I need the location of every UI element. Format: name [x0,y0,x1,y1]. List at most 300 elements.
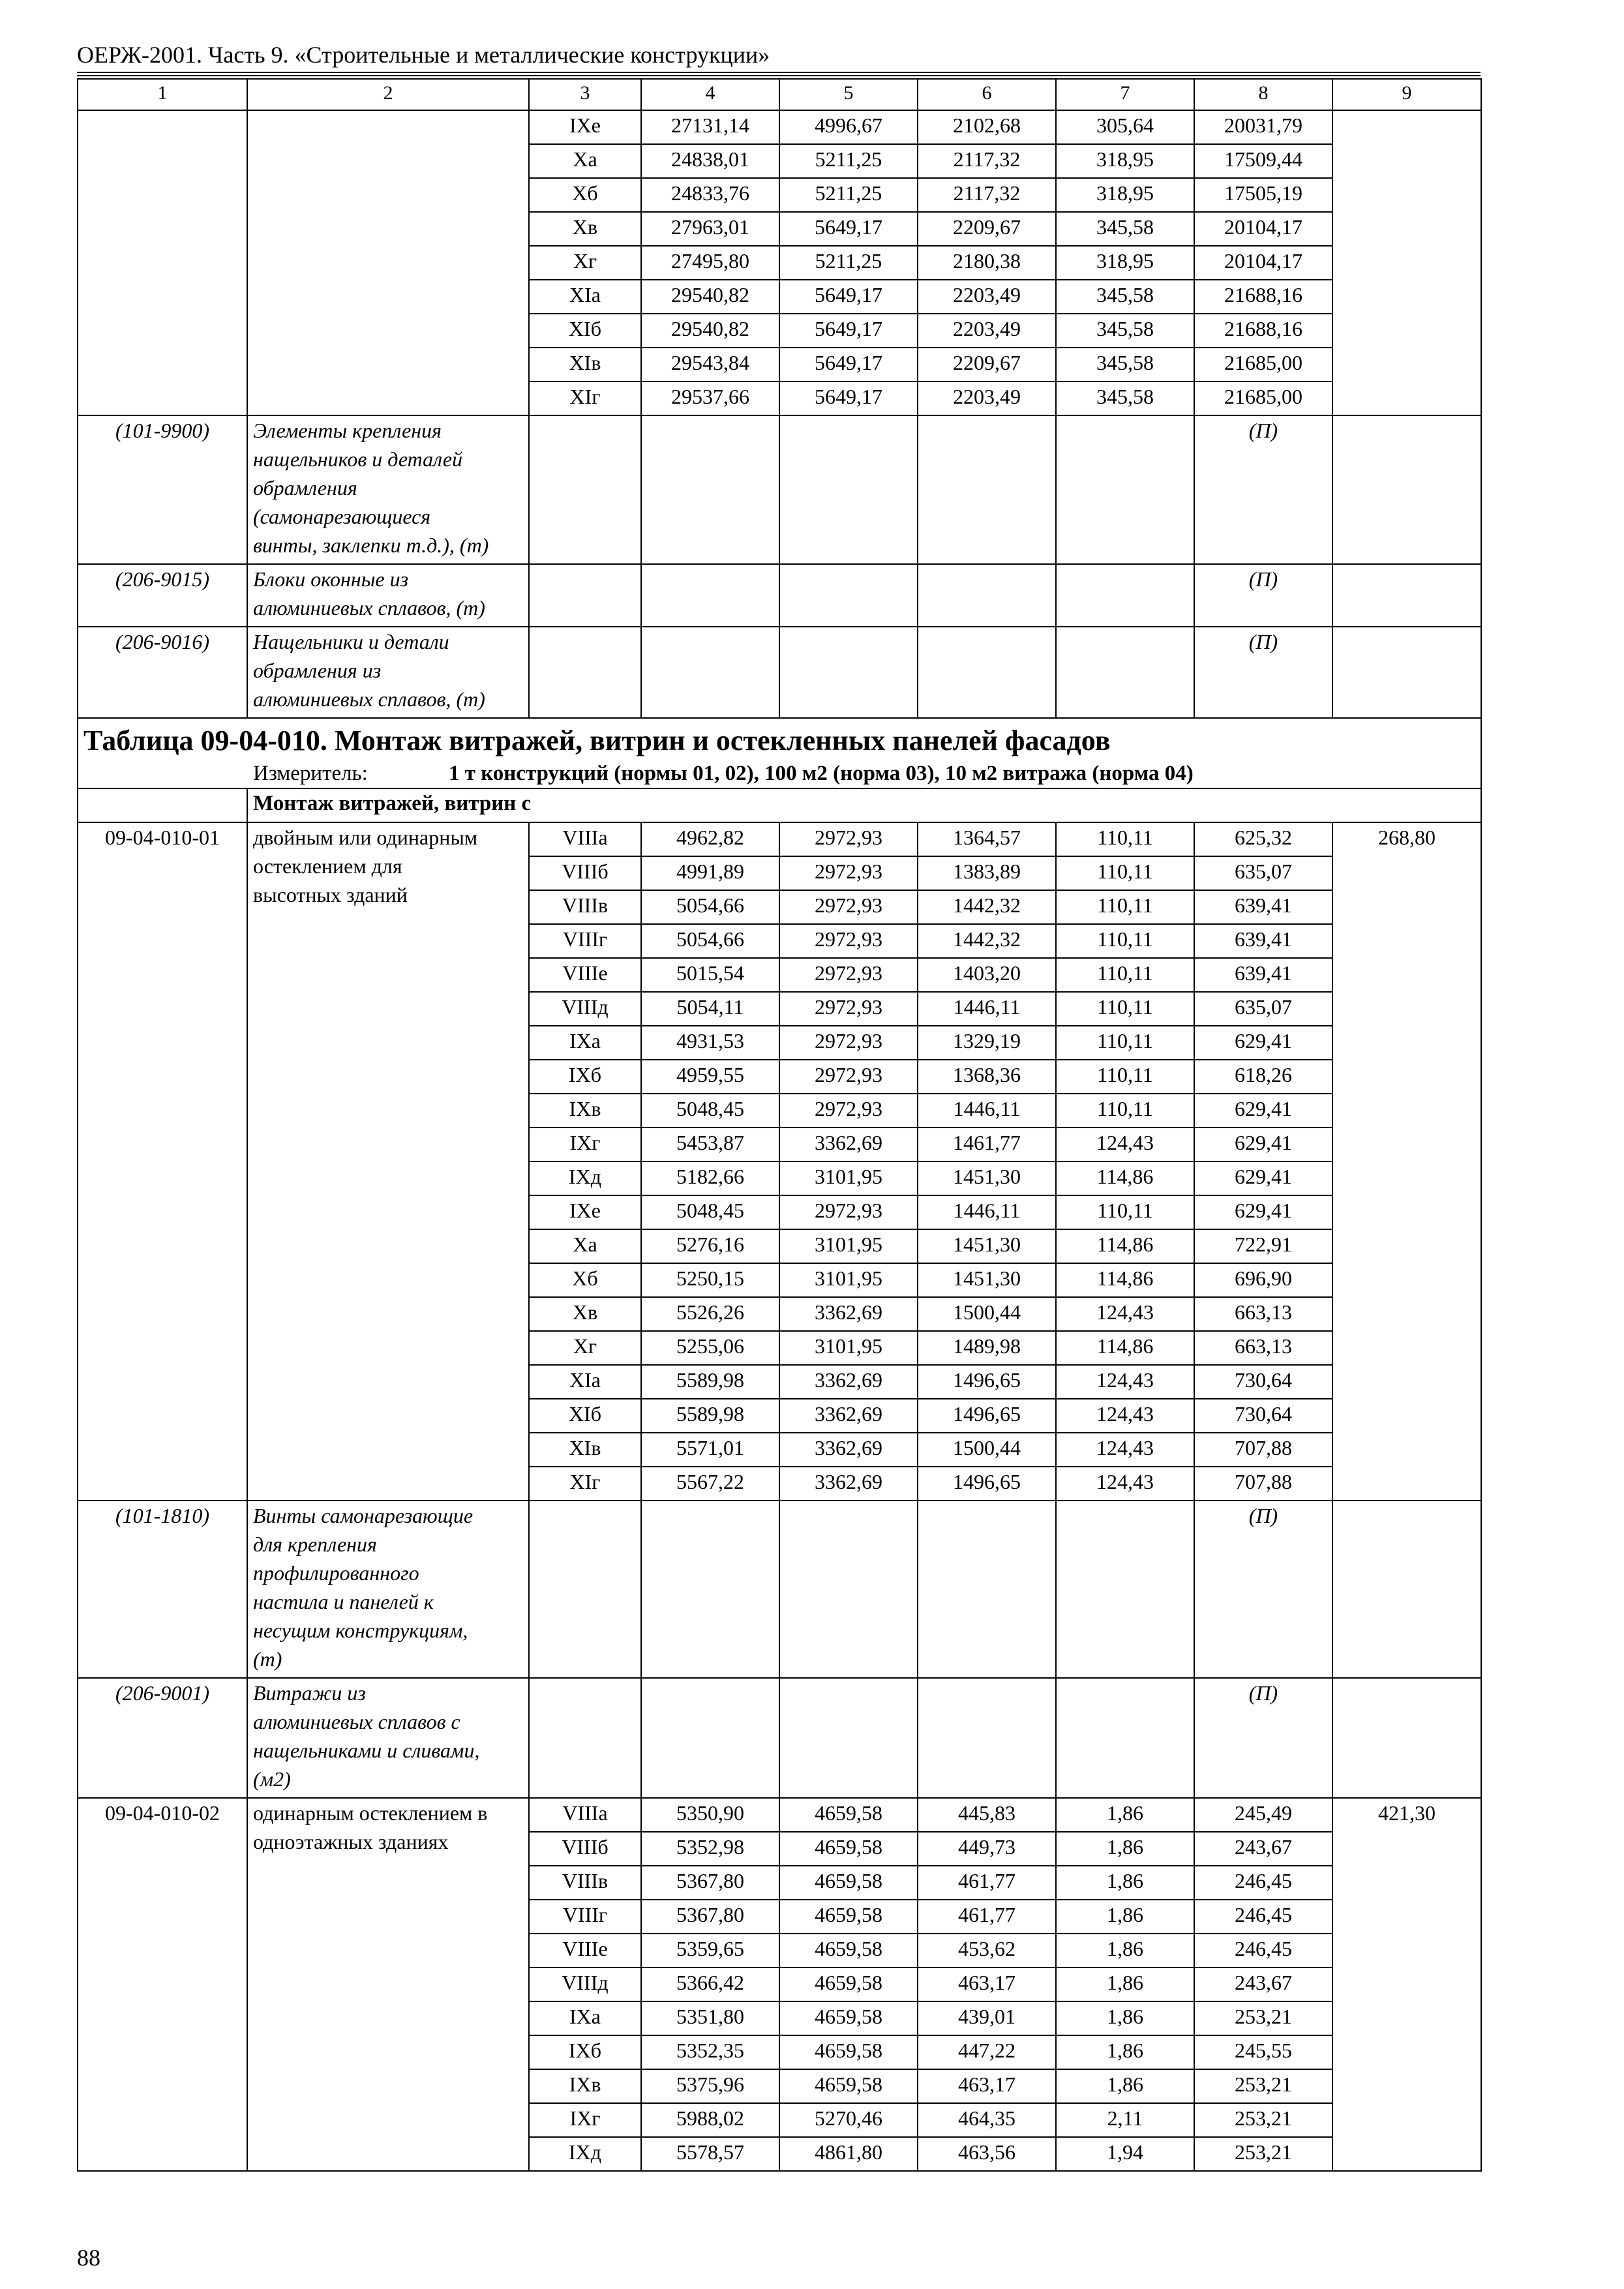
rate-cell: XIг [529,1467,641,1501]
rate-cell: 21685,00 [1194,348,1332,382]
rate-cell: 21688,16 [1194,280,1332,314]
col9-value: 268,80 [1332,822,1481,1501]
rate-cell: 5015,54 [641,958,779,992]
rate-cell: 1461,77 [918,1128,1056,1161]
rate-cell: 27131,14 [641,110,779,144]
rate-cell: VIIIа [529,822,641,856]
description-line: алюминиевых сплавов, (т) [253,687,485,711]
rate-cell: 639,41 [1194,958,1332,992]
material-mark: (П) [1194,1501,1332,1678]
material-row [78,627,1481,718]
rate-cell: 4659,58 [779,1967,918,2001]
description-line: настила и панелей к [253,1590,434,1613]
rate-cell: 461,77 [918,1866,1056,1900]
rate-cell: 1,86 [1056,1866,1194,1900]
empty-cell [918,1501,1056,1678]
rate-cell: 5367,80 [641,1866,779,1900]
rate-cell: 2972,93 [779,1026,918,1060]
rate-cell: 2209,67 [918,348,1056,382]
description-line: нащельников и деталей [253,447,463,471]
rate-cell: 5375,96 [641,2069,779,2103]
rate-cell: 2972,93 [779,958,918,992]
rate-cell: 2203,49 [918,314,1056,348]
rate-cell: 27963,01 [641,212,779,246]
rate-cell: 1442,32 [918,924,1056,958]
rate-cell: 253,21 [1194,2137,1332,2171]
rate-cell: 110,11 [1056,924,1194,958]
rate-cell: 5589,98 [641,1399,779,1433]
rate-cell: 3101,95 [779,1161,918,1195]
norm-description [247,1798,529,2171]
material-description [247,1501,529,1678]
rate-cell: XIб [529,314,641,348]
material-row [78,564,1481,627]
rate-cell: 3362,69 [779,1365,918,1399]
rate-cell: 4659,58 [779,1798,918,1832]
rate-cell: 243,67 [1194,1832,1332,1866]
empty-cell [78,110,247,415]
rate-cell: 318,95 [1056,178,1194,212]
rate-cell: 345,58 [1056,348,1194,382]
norm-code: 09-04-010-01 [78,822,247,1501]
rate-cell: 246,45 [1194,1934,1332,1967]
empty-cell [779,415,918,564]
rate-cell: IXа [529,1026,641,1060]
rate-cell: 5649,17 [779,280,918,314]
description-line: (м2) [253,1767,291,1791]
rate-cell: VIIIг [529,1900,641,1934]
rate-cell: XIб [529,1399,641,1433]
rate-cell: 114,86 [1056,1331,1194,1365]
material-code: (206-9001) [78,1678,247,1798]
description-line: несущим конструкциям, [253,1619,468,1642]
description-line: Элементы крепления [253,419,442,442]
rate-cell: 124,43 [1056,1467,1194,1501]
empty-cell [918,564,1056,627]
column-header: 8 [1194,79,1332,110]
empty-cell [1056,415,1194,564]
rate-cell: 1,86 [1056,1832,1194,1866]
rate-cell: 4861,80 [779,2137,918,2171]
rate-cell: 345,58 [1056,280,1194,314]
description-line: одноэтажных зданиях [253,1830,449,1853]
description-line: винты, заклепки т.д.), (т) [253,533,489,557]
rate-cell: 17505,19 [1194,178,1332,212]
rate-cell: 1,86 [1056,1900,1194,1934]
material-description [247,564,529,627]
rate-cell: 29540,82 [641,280,779,314]
rate-cell: IXд [529,2137,641,2171]
description-line: (т) [253,1647,282,1671]
empty-cell [529,415,641,564]
rate-cell: 2972,93 [779,1060,918,1094]
rate-cell: 5589,98 [641,1365,779,1399]
rate-cell: 1,86 [1056,1934,1194,1967]
norm-code: 09-04-010-02 [78,1798,247,2171]
rate-cell: IXг [529,1128,641,1161]
rate-cell: 345,58 [1056,382,1194,415]
rate-cell: 730,64 [1194,1365,1332,1399]
rate-cell: 3101,95 [779,1263,918,1297]
empty-cell [529,1678,641,1798]
rate-cell: 635,07 [1194,856,1332,890]
rate-cell: 2972,93 [779,822,918,856]
rate-cell: 2117,32 [918,144,1056,178]
rate-cell: 29540,82 [641,314,779,348]
rate-cell: IXе [529,1195,641,1229]
header-rule [77,72,1481,73]
rate-cell: 461,77 [918,1900,1056,1934]
material-row [78,415,1481,564]
rate-cell: 110,11 [1056,958,1194,992]
rate-cell: 5351,80 [641,2001,779,2035]
empty-cell [1056,1678,1194,1798]
description-line: остеклением для [253,854,402,878]
table-title-cell [78,718,1481,788]
rate-cell: 5988,02 [641,2103,779,2137]
rate-cell: 2972,93 [779,1195,918,1229]
rate-cell: XIа [529,1365,641,1399]
rate-cell: 1500,44 [918,1433,1056,1467]
rate-cell: 5048,45 [641,1195,779,1229]
rate-cell: 696,90 [1194,1263,1332,1297]
rate-cell: 318,95 [1056,246,1194,280]
rate-cell: 1383,89 [918,856,1056,890]
rate-cell: 21685,00 [1194,382,1332,415]
empty-cell [1332,627,1481,718]
rate-cell: 5054,66 [641,890,779,924]
rate-cell: VIIIв [529,1866,641,1900]
rate-cell: 114,86 [1056,1161,1194,1195]
rate-cell: 21688,16 [1194,314,1332,348]
column-header: 4 [641,79,779,110]
rate-cell: 5255,06 [641,1331,779,1365]
table-row [78,110,1481,144]
rate-cell: 20104,17 [1194,246,1332,280]
empty-cell [1332,415,1481,564]
rate-cell: Xа [529,1229,641,1263]
rate-cell: 5211,25 [779,246,918,280]
rate-cell: 1446,11 [918,1195,1056,1229]
description-line: Винты самонарезающие [253,1504,474,1527]
rate-cell: Xб [529,178,641,212]
rate-cell: 5649,17 [779,348,918,382]
rate-cell: 5367,80 [641,1900,779,1934]
empty-cell [918,1678,1056,1798]
rate-cell: 4931,53 [641,1026,779,1060]
rate-cell: 639,41 [1194,890,1332,924]
rates-table [77,78,1482,2172]
rate-cell: 4959,55 [641,1060,779,1094]
rate-cell: 1,86 [1056,1798,1194,1832]
section-heading: Монтаж витражей, витрин с [247,788,1481,822]
rate-cell: 345,58 [1056,212,1194,246]
material-code: (206-9016) [78,627,247,718]
rate-cell: 5578,57 [641,2137,779,2171]
rate-cell: 110,11 [1056,992,1194,1026]
meter-value: 1 т конструкций (нормы 01, 02), 100 м2 (норма 03), 10 м2 витража (норма 04) [449,762,1194,785]
rate-cell: 3362,69 [779,1433,918,1467]
rate-cell: 5567,22 [641,1467,779,1501]
rate-cell: 124,43 [1056,1399,1194,1433]
rate-cell: 1446,11 [918,1094,1056,1128]
rate-cell: Xв [529,212,641,246]
description-line: двойным или одинарным [253,826,478,849]
rate-cell: 110,11 [1056,856,1194,890]
running-header: ОЕРЖ-2001. Часть 9. «Строительные и металлические конструкции» [77,42,770,68]
rate-cell: 27495,80 [641,246,779,280]
rate-cell: VIIIд [529,992,641,1026]
empty-cell [529,564,641,627]
rate-cell: 464,35 [918,2103,1056,2137]
rate-cell: 3362,69 [779,1297,918,1331]
rate-cell: 4991,89 [641,856,779,890]
rate-cell: 463,17 [918,2069,1056,2103]
rate-cell: 5366,42 [641,1967,779,2001]
rate-cell: 3362,69 [779,1128,918,1161]
empty-cell [1332,564,1481,627]
table-row [78,1798,1481,1832]
rate-cell: 1496,65 [918,1399,1056,1433]
rate-cell: 3362,69 [779,1399,918,1433]
rate-cell: 1,86 [1056,2035,1194,2069]
rate-cell: 1489,98 [918,1331,1056,1365]
rate-cell: VIIIа [529,1798,641,1832]
rate-cell: 2972,93 [779,924,918,958]
table-row [78,822,1481,856]
rate-cell: IXв [529,2069,641,2103]
description-line: Блоки оконные из [253,567,409,591]
rate-cell: 29537,66 [641,382,779,415]
rate-cell: 1442,32 [918,890,1056,924]
empty-cell [641,1501,779,1678]
rate-cell: XIв [529,1433,641,1467]
rate-cell: 1451,30 [918,1229,1056,1263]
rate-cell: 618,26 [1194,1060,1332,1094]
rate-cell: 730,64 [1194,1399,1332,1433]
rate-cell: 629,41 [1194,1195,1332,1229]
rate-cell: 5054,66 [641,924,779,958]
rate-cell: 20031,79 [1194,110,1332,144]
rate-cell: 4659,58 [779,1832,918,1866]
rate-cell: 5350,90 [641,1798,779,1832]
rate-cell: 439,01 [918,2001,1056,2035]
rate-cell: IXв [529,1094,641,1128]
rate-cell: 5649,17 [779,382,918,415]
rate-cell: 3101,95 [779,1229,918,1263]
rate-cell: 24838,01 [641,144,779,178]
material-code: (206-9015) [78,564,247,627]
rate-cell: 722,91 [1194,1229,1332,1263]
rate-cell: 625,32 [1194,822,1332,856]
meter-line [83,759,1475,788]
rate-cell: 5211,25 [779,178,918,212]
material-description [247,627,529,718]
rate-cell: 1446,11 [918,992,1056,1026]
rate-cell: 629,41 [1194,1026,1332,1060]
section-heading-row [78,788,1481,822]
rate-cell: IXд [529,1161,641,1195]
rate-cell: 110,11 [1056,822,1194,856]
column-header: 6 [918,79,1056,110]
rate-cell: 5211,25 [779,144,918,178]
rate-cell: 318,95 [1056,144,1194,178]
rate-cell: VIIIб [529,1832,641,1866]
rate-cell: 4962,82 [641,822,779,856]
material-code: (101-1810) [78,1501,247,1678]
rate-cell: 110,11 [1056,1026,1194,1060]
rate-cell: 124,43 [1056,1128,1194,1161]
empty-cell [1332,1678,1481,1798]
material-mark: (П) [1194,564,1332,627]
rate-cell: Xв [529,1297,641,1331]
rate-cell: 4996,67 [779,110,918,144]
rate-cell: VIIIе [529,958,641,992]
rate-cell: XIв [529,348,641,382]
rate-cell: 3101,95 [779,1331,918,1365]
rate-cell: 124,43 [1056,1365,1194,1399]
description-line: одинарным остеклением в [253,1801,488,1825]
empty-cell [1332,1501,1481,1678]
rate-cell: 1,86 [1056,1967,1194,2001]
rate-cell: 124,43 [1056,1433,1194,1467]
rate-cell: 707,88 [1194,1467,1332,1501]
rate-cell: 2117,32 [918,178,1056,212]
empty-cell [1332,110,1481,415]
rate-cell: 17509,44 [1194,144,1332,178]
description-line: Нащельники и детали [253,630,449,653]
rate-cell: 245,49 [1194,1798,1332,1832]
description-line: для крепления [253,1533,377,1556]
empty-cell [641,415,779,564]
material-description [247,1678,529,1798]
rate-cell: VIIIг [529,924,641,958]
rate-cell: IXб [529,2035,641,2069]
description-line: профилированного [253,1561,419,1585]
rate-cell: 4659,58 [779,1934,918,1967]
rate-cell: 4659,58 [779,1866,918,1900]
col9-value: 421,30 [1332,1798,1481,2171]
empty-cell [529,627,641,718]
description-line: Витражи из [253,1681,366,1705]
page-number: 88 [77,2245,100,2271]
rate-cell: 5649,17 [779,212,918,246]
rate-cell: 2203,49 [918,280,1056,314]
rate-cell: 2209,67 [918,212,1056,246]
empty-cell [779,1501,918,1678]
rate-cell: VIIIе [529,1934,641,1967]
empty-cell [641,564,779,627]
rate-cell: 5250,15 [641,1263,779,1297]
rate-cell: 246,45 [1194,1900,1332,1934]
rate-cell: 253,21 [1194,2069,1332,2103]
material-row [78,1501,1481,1678]
rate-cell: 29543,84 [641,348,779,382]
rate-cell: 1,86 [1056,2069,1194,2103]
rate-cell: 110,11 [1056,1060,1194,1094]
empty-cell [1056,627,1194,718]
rate-cell: 463,17 [918,1967,1056,2001]
rate-cell: 2972,93 [779,856,918,890]
rate-cell: 1329,19 [918,1026,1056,1060]
rate-cell: 1451,30 [918,1161,1056,1195]
rate-cell: Xб [529,1263,641,1297]
rate-cell: 1368,36 [918,1060,1056,1094]
rate-cell: 3362,69 [779,1467,918,1501]
rate-cell: 707,88 [1194,1433,1332,1467]
rate-cell: 5270,46 [779,2103,918,2137]
rate-cell: 445,83 [918,1798,1056,1832]
rate-cell: 4659,58 [779,2035,918,2069]
rate-cell: 1403,20 [918,958,1056,992]
rate-cell: 5571,01 [641,1433,779,1467]
rate-cell: 253,21 [1194,2103,1332,2137]
rate-cell: 345,58 [1056,314,1194,348]
empty-cell [1056,1501,1194,1678]
description-line: обрамления [253,476,357,500]
rate-cell: 463,56 [918,2137,1056,2171]
rate-cell: 110,11 [1056,1195,1194,1229]
rate-cell: 5359,65 [641,1934,779,1967]
rate-cell: 110,11 [1056,1094,1194,1128]
rate-cell: 635,07 [1194,992,1332,1026]
column-header: 3 [529,79,641,110]
rate-cell: 2972,93 [779,890,918,924]
description-line: нащельниками и сливами, [253,1739,480,1762]
table-title-row [78,718,1481,788]
rate-cell: 245,55 [1194,2035,1332,2069]
rate-cell: 2180,38 [918,246,1056,280]
column-header: 9 [1332,79,1481,110]
header-rule [77,75,1481,76]
column-header: 2 [247,79,529,110]
rate-cell: 5352,35 [641,2035,779,2069]
empty-cell [918,627,1056,718]
rate-cell: IXг [529,2103,641,2137]
rate-cell: 1,86 [1056,2001,1194,2035]
rate-cell: XIа [529,280,641,314]
rate-cell: 253,21 [1194,2001,1332,2035]
description-line: алюминиевых сплавов с [253,1710,460,1733]
empty-cell [1056,564,1194,627]
description-line: обрамления из [253,659,382,682]
rate-cell: 5352,98 [641,1832,779,1866]
empty-cell [918,415,1056,564]
rate-cell: 5453,87 [641,1128,779,1161]
meter-label: Измеритель: [253,762,368,785]
description-line: (самонарезающиеся [253,505,431,528]
empty-cell [529,1501,641,1678]
rate-cell: 2972,93 [779,992,918,1026]
empty-cell [779,1678,918,1798]
rate-cell: 114,86 [1056,1263,1194,1297]
rate-cell: 639,41 [1194,924,1332,958]
rate-cell: IXе [529,110,641,144]
rate-cell: 243,67 [1194,1967,1332,2001]
rate-cell: 1496,65 [918,1467,1056,1501]
rate-cell: 5276,16 [641,1229,779,1263]
empty-cell [779,564,918,627]
material-mark: (П) [1194,627,1332,718]
material-mark: (П) [1194,1678,1332,1798]
empty-cell [247,110,529,415]
material-row [78,1678,1481,1798]
rate-cell: 4659,58 [779,1900,918,1934]
rate-cell: Xа [529,144,641,178]
rate-cell: XIг [529,382,641,415]
rate-cell: 1,94 [1056,2137,1194,2171]
rate-cell: Xг [529,1331,641,1365]
